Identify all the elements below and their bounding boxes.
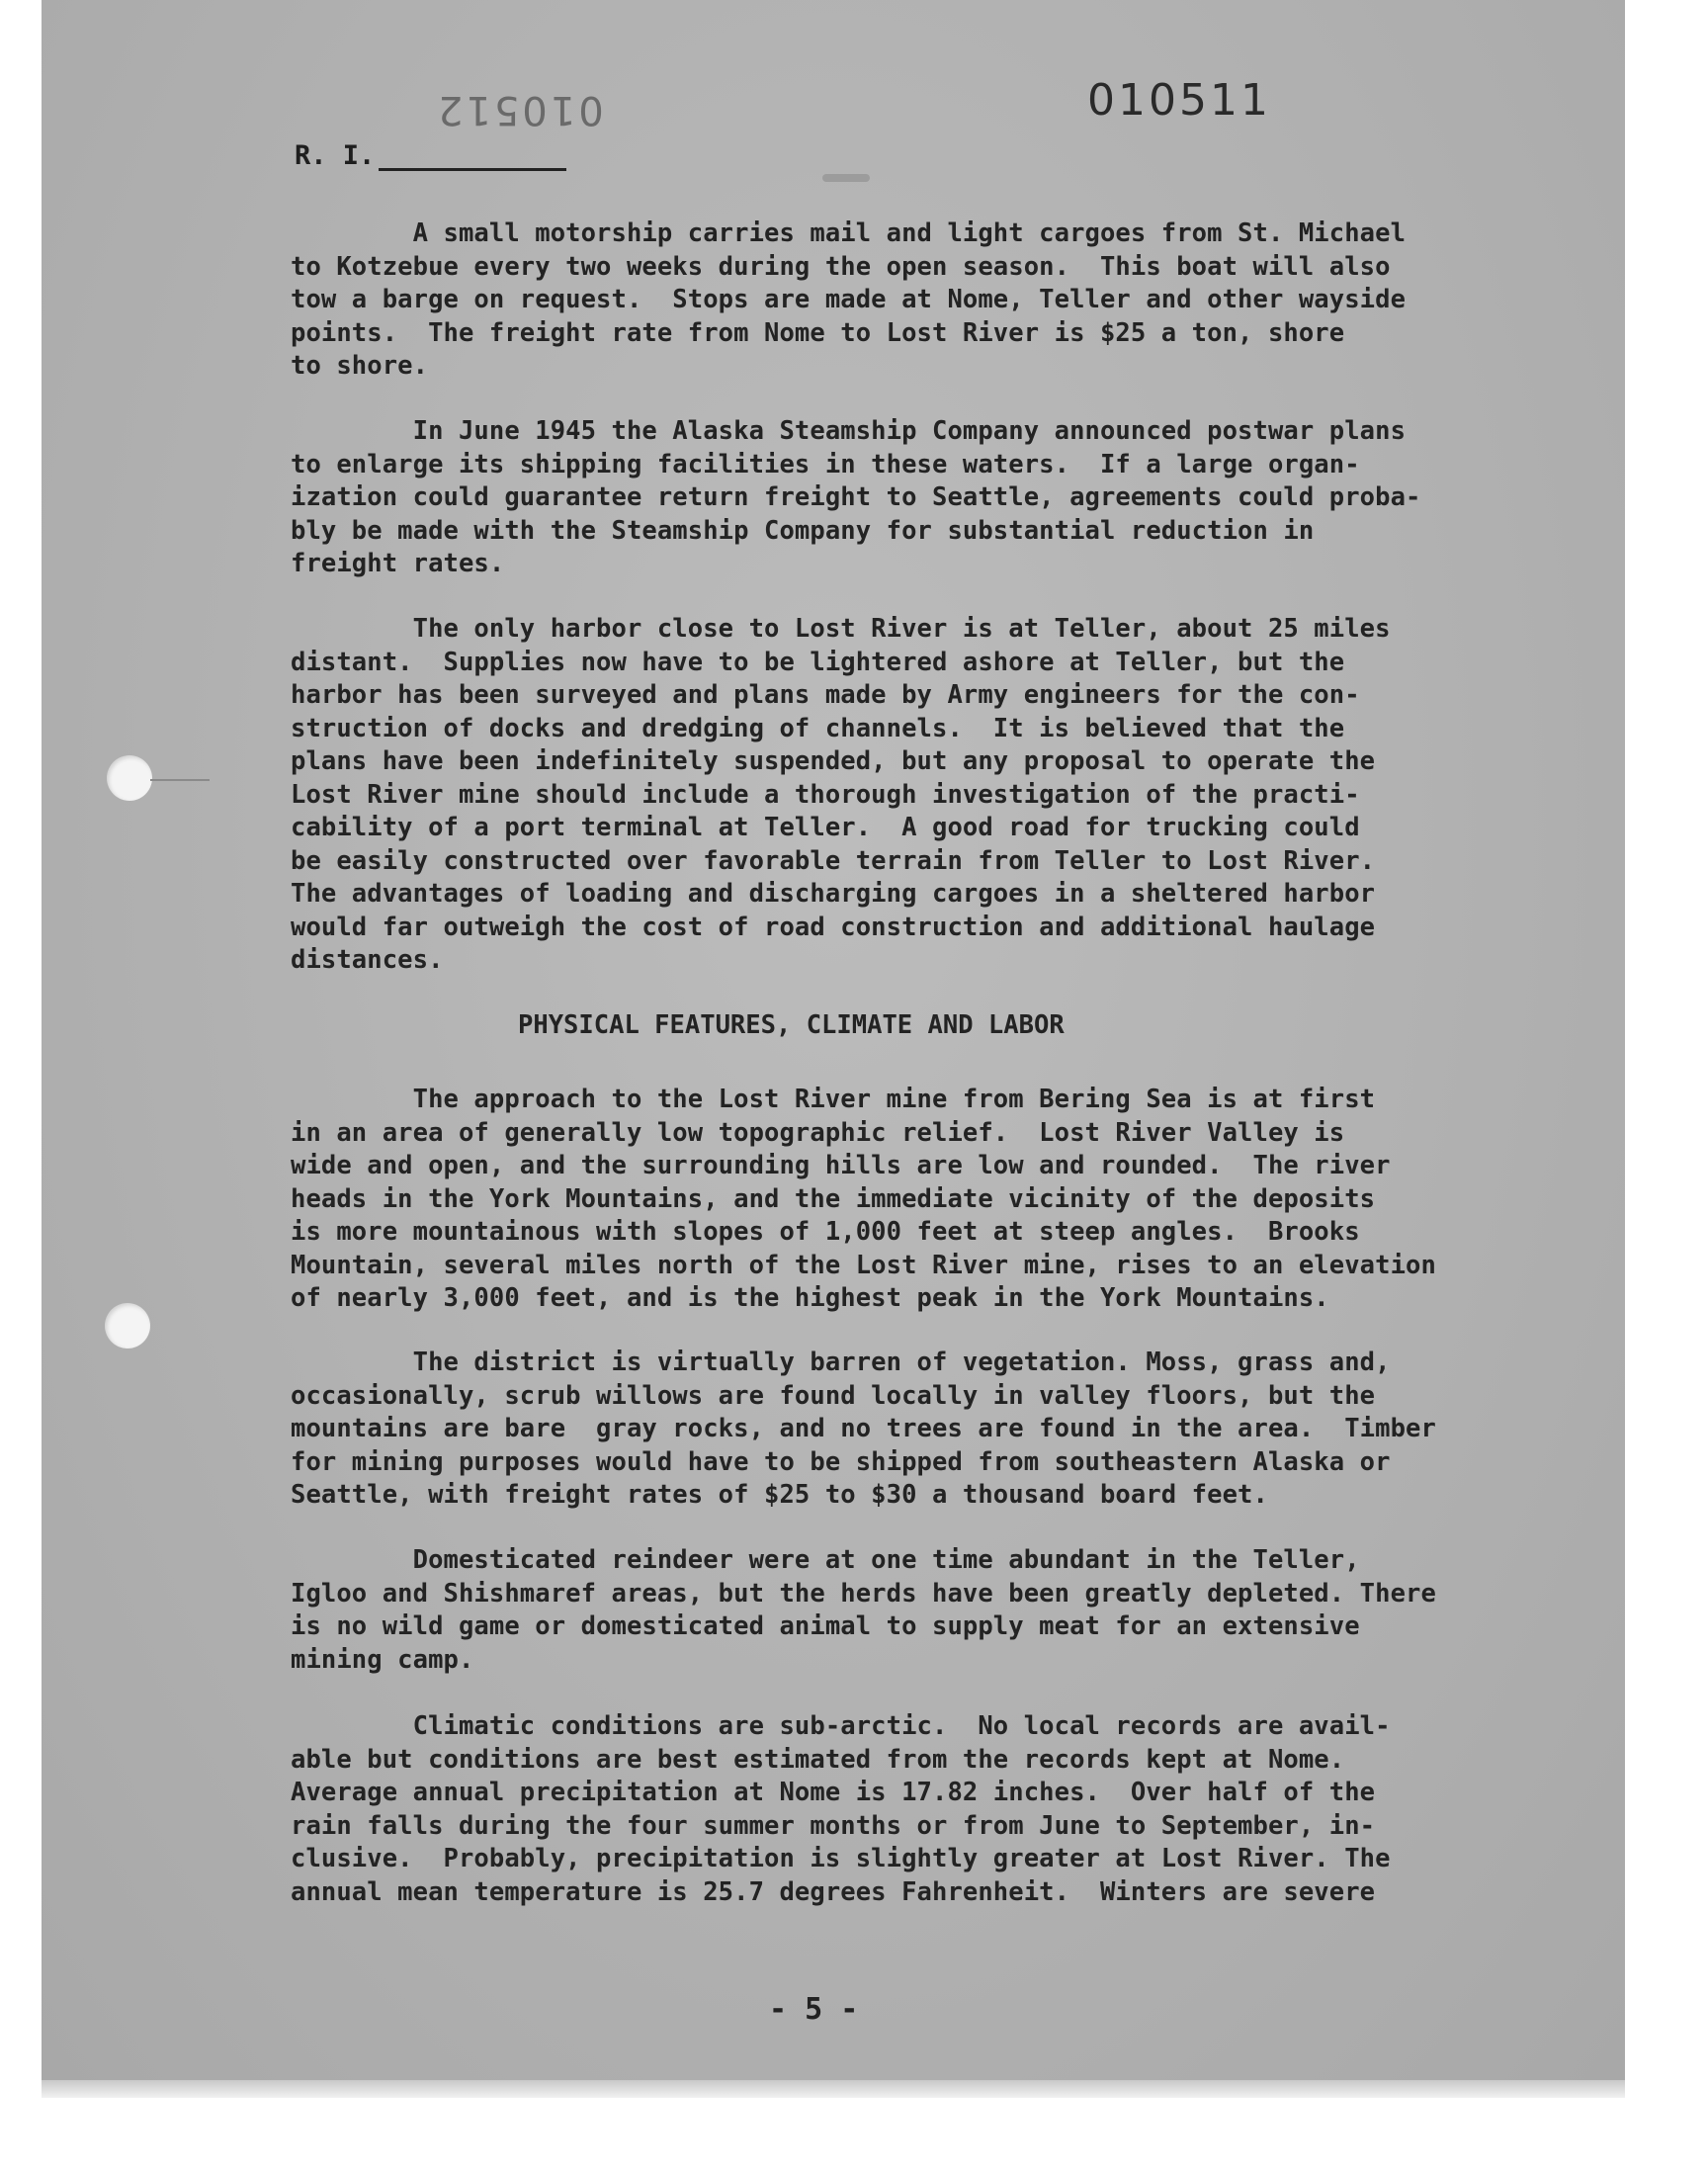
- paragraph-climate: Climatic conditions are sub-arctic. No local records are avail- able but conditions are best estimated from the records kept at Nome. Average annual precipitation at Nome is 17.82 inches. Over half of the rain falls during the four summer months or from June to September, in- clusive. Probably, precipitation is slightly greater at Lost River. The annual mean temperature is 25.7 degrees Fahrenheit. Winters are severe: [291, 1711, 1391, 1907]
- paragraph-topography: The approach to the Lost River mine from Bering Sea is at first in an area of generally low topographic relief. Lost River Valley is wide and open, and the surrounding hills are low and rounded. The river heads in the York Mountains, and the immediate vicinity of the deposits is more mountainous with slopes of 1,000 feet at steep angles. Brooks Mountain, several miles north of the Lost River mine, rises to an elevation of nearly 3,000 feet, and is the highest peak in the York Mountains.: [291, 1085, 1436, 1313]
- ri-label: R. I.: [295, 140, 376, 171]
- document-number-stamp: 010511: [1087, 75, 1271, 126]
- punch-hole-upper: [107, 755, 152, 801]
- paragraph-teller-harbor: The only harbor close to Lost River is at Teller, about 25 miles distant. Supplies now have to be lightered ashore at Teller, but the harbor has been surveyed and plans made by Army engineers for the con- struction of docks and dredging of channels. It is believed that the plans have been indefinitely suspended, but any proposal to operate the Lost River mine should include a thorough investigation of the practi- cability of a port terminal at Teller. A good road for trucking could be easily constructed over favorable terrain from Teller to Lost River. The advantages of loading and discharging cargoes in a sheltered harbor would far outweigh the cost of road construction and additional haulage distances.: [291, 614, 1391, 975]
- ri-blank-line: [379, 144, 566, 171]
- paragraph-vegetation: The district is virtually barren of vegetation. Moss, grass and, occasionally, scrub willows are found locally in valley floors, but the mountains are bare gray rocks, and no trees are found in the area. Timber for mining purposes would have to be shipped from southeastern Alaska or Seattle, with freight rates of $25 to $30 a thousand board feet.: [291, 1348, 1436, 1510]
- page-bottom-edge: [42, 2080, 1625, 2098]
- mirrored-document-number-stamp: 010512: [435, 87, 604, 132]
- punch-hole-lower: [105, 1303, 150, 1348]
- page-number: - 5 -: [769, 1992, 859, 2027]
- paragraph-motorship: A small motorship carries mail and light cargoes from St. Michael to Kotzebue every two weeks during the open season. This boat will also tow a barge on request. Stops are made at Nome, Teller and other wayside points. The freight rate from Nome to Lost River is $25 a ton, shore to shore.: [291, 218, 1407, 381]
- paragraph-steamship-company: In June 1945 the Alaska Steamship Company announced postwar plans to enlarge its shipping facilities in these waters. If a large organ- ization could guarantee return freight to Seattle, agreements could proba- bly be made with the Steamship Company for substantial reduction in freight rates.: [291, 416, 1421, 578]
- ink-smudge: [822, 174, 870, 182]
- punch-hole-mark: [150, 779, 210, 781]
- paragraph-reindeer: Domesticated reindeer were at one time abundant in the Teller, Igloo and Shishmaref areas, but the herds have been greatly depleted. There is no wild game or domesticated animal to supply meat for an extensive mining camp.: [291, 1545, 1436, 1675]
- ri-field: [295, 140, 566, 171]
- section-heading: PHYSICAL FEATURES, CLIMATE AND LABOR: [518, 1010, 1065, 1040]
